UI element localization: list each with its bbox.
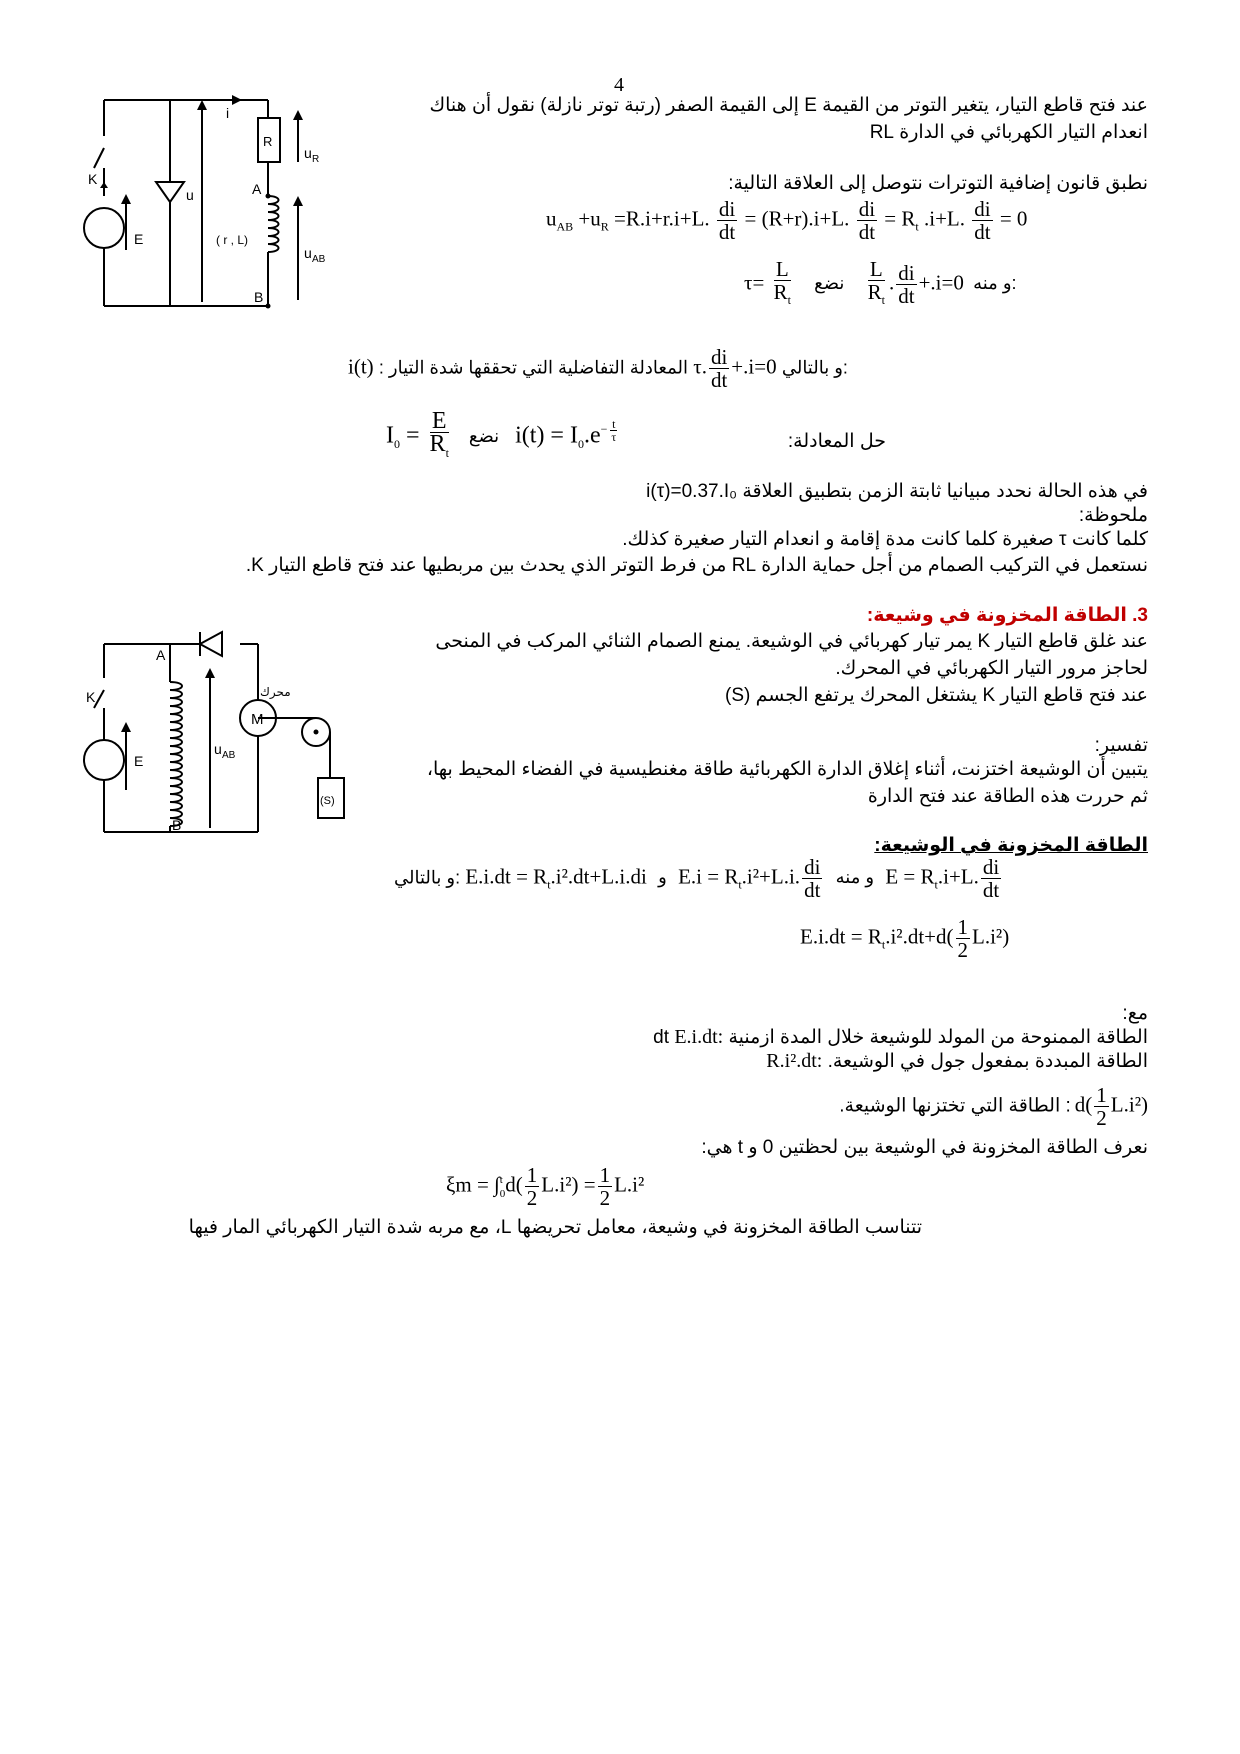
solution-label: حل المعادلة: (787, 431, 886, 452)
differential-equation-line: i(t) : المعادلة التفاضلية التي تحققها شدة التيار τ. $\frac{di}{dt}$ +.i=0 و بالتالي: (348, 345, 848, 392)
energy-storage-circuit-diagram (80, 622, 400, 844)
note-title: ملحوظة: (1078, 505, 1148, 526)
svg-text:B: B (172, 817, 182, 833)
equation-voltage-sum: $u_{AB} +u_R =R.i+r.i+L$. $\frac{di}{dt}$ = (R+r).i+L. $\frac{di}{dt}$ = $R_t$ .i+L. $\frac{di}{dt}$ = 0 (546, 197, 1028, 244)
term-stored-energy: d( $\frac{1}{2}$ L.i²) : الطاقة التي تختزنها الوشيعة. (839, 1083, 1148, 1130)
energy-definition: نعرف الطاقة المخزونة في الوشيعة بين لحظتين 0 و t هي: (701, 1137, 1148, 1158)
interpretation-title: تفسير: (1094, 735, 1148, 756)
svg-text:u: u (214, 741, 222, 757)
equation-energy-balance: $E.i.dt = R_t.i^2.dt+d$( $\frac{1}{2}$ L.i²) (800, 915, 1010, 962)
svg-text:R: R (263, 134, 273, 149)
svg-text:B: B (254, 289, 264, 305)
svg-text:u: u (304, 245, 312, 261)
svg-text:R: R (312, 154, 320, 165)
svg-text:K: K (86, 689, 96, 705)
para-opening-switch: عند فتح قاطع التيار، يتغير التوتر من القيمة E إلى القيمة الصفر (رتبة توتر نازلة) نقول أن هناك انعدام التيار الكهربائي في الدارة RL (429, 95, 1148, 143)
term-generator-energy: الطاقة الممنوحة من المولد للوشيعة خلال المدة ازمنية dt E.i.dt: (653, 1026, 1148, 1048)
svg-text:E: E (134, 753, 144, 769)
equation-tau-definition: τ= $\frac{L}{R_t}$ نضع $\frac{L}{R_t}$ . $\frac{di}{dt}$ +.i=0 و منه: (744, 257, 1017, 309)
svg-text:u: u (304, 145, 312, 161)
svg-text:محرك: محرك (260, 685, 291, 699)
interpretation-text: يتبين أن الوشيعة اختزنت، أثناء إغلاق الدارة الكهربائية طاقة مغنطيسية في الفضاء المحيط بها، ثم حررت هذه الطاقة عند فتح الدارة (426, 759, 1148, 807)
svg-text:(S): (S) (320, 795, 335, 807)
para-closing-switch: عند غلق قاطع التيار K يمر تيار كهربائي في الوشيعة. يمنع الصمام الثنائي المركب في المنحى لحاجز مرور التيار الكهربائي في المحرك. عند فتح قاطع التيار K يشتغل المحرك يرتفع الجسم (S) (435, 631, 1148, 706)
equation-stored-energy: ξm = ∫ t 0 d( $\frac{1}{2}$ L.i²) = $\frac{1}{2}$ L.i² (446, 1163, 645, 1210)
energy-subtitle: الطاقة المخزونة في الوشيعة: (874, 835, 1148, 856)
rl-circuit-diagram (80, 88, 380, 318)
with-title: مع: (1122, 1003, 1148, 1024)
solution-equation: $I_0$ = $\frac{E}{R_t}$ نضع $i(t) = I_0.e^{- \frac{t}{\tau}}$ (386, 408, 617, 460)
svg-text:AB: AB (222, 750, 236, 761)
equation-energy-derivation: و بالتالي: $E.i.dt = R_t.i^2.dt+L.i.di$ و $E.i = R_t.i^2+L.i$. $\frac{di}{dt}$ و منه $E = R_t.i+L$. $\frac{di}{dt}$ (394, 855, 1000, 902)
note-line-1: كلما كانت τ صغيرة كلما كانت مدة إقامة و انعدام التيار صغيرة كذلك. (622, 529, 1148, 550)
svg-text:E: E (134, 231, 144, 247)
svg-text:A: A (252, 181, 262, 197)
svg-text:u: u (186, 187, 194, 203)
note-line-2: نستعمل في التركيب الصمام من أجل حماية الدارة RL من فرط التوتر الذي يحدث بين مربطيها عند فتح قاطع التيار K. (245, 555, 1148, 576)
svg-text:( r , L): ( r , L) (216, 233, 248, 247)
page-number: 4 (614, 74, 624, 96)
section-3-title: 3. الطاقة المخزونة في وشيعة: (866, 605, 1148, 626)
svg-text:i: i (226, 105, 230, 121)
para-time-constant: في هذه الحالة نحدد مبيانيا ثابتة الزمن بتطبيق العلاقة i(τ)=0.37.I₀ (646, 481, 1148, 502)
para-voltage-law: نطبق قانون إضافية التوترات نتوصل إلى العلاقة التالية: (728, 173, 1148, 194)
svg-text:M: M (251, 711, 264, 728)
conclusion: تتناسب الطاقة المخزونة في وشيعة، معامل تحريضها L، مع مربه شدة التيار الكهربائي المار فيها (188, 1217, 922, 1238)
svg-text:K: K (88, 171, 98, 187)
svg-text:A: A (156, 647, 166, 663)
svg-text:AB: AB (312, 254, 326, 265)
term-joule-energy: الطاقة المبددة بمفعول جول في الوشيعة. R.i².dt: (766, 1050, 1148, 1072)
